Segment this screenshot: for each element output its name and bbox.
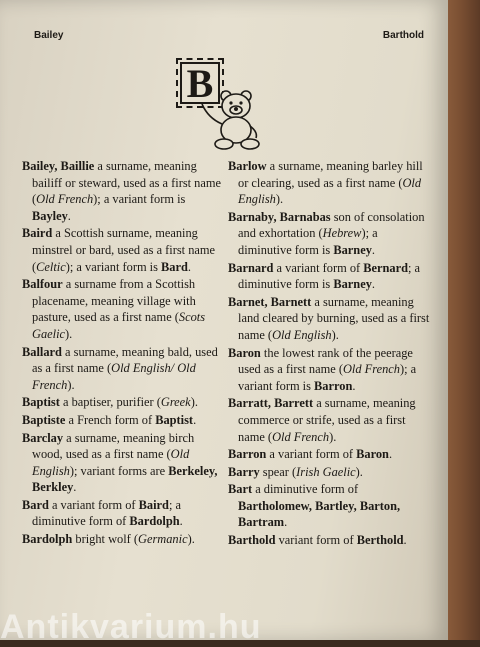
entry-cross-reference: Baptist	[155, 412, 194, 427]
entry-cross-reference: Berthold	[356, 533, 404, 548]
dictionary-entry	[228, 294, 434, 344]
entry-text: .	[73, 480, 77, 495]
entry-headword: Barry	[228, 464, 260, 479]
entry-headword: Bailey, Baillie	[22, 159, 95, 173]
entry-language: Hebrew	[322, 226, 362, 241]
entry-text: ).	[187, 532, 195, 547]
entry-headword: Balfour	[22, 277, 63, 292]
entry-cross-reference: Barney	[333, 277, 372, 292]
entry-cross-reference: Bard	[161, 259, 188, 274]
entry-text: ); a variant form is	[93, 192, 186, 207]
entry-cross-reference: Bardolph	[129, 514, 180, 529]
entry-column-right	[228, 158, 434, 550]
entry-text: .	[187, 259, 192, 274]
entry-cross-reference: Barney	[333, 242, 372, 257]
dictionary-entry	[22, 225, 222, 275]
dictionary-entry	[228, 345, 434, 395]
dictionary-entry	[22, 344, 222, 394]
dictionary-entry	[228, 532, 434, 549]
entry-text: .	[179, 514, 183, 529]
entry-text: .	[67, 208, 71, 223]
section-letter: B	[186, 60, 214, 106]
entry-text: ); a variant form is	[65, 259, 162, 274]
entry-text: a French form of	[65, 412, 156, 427]
entry-cross-reference: Bayley	[32, 208, 68, 223]
entry-headword: Baron	[228, 345, 261, 360]
entry-cross-reference: Bernard	[363, 260, 408, 275]
entry-cross-reference: Bartholomew, Bartley, Barton, Bartram	[238, 498, 401, 530]
dictionary-entry	[228, 260, 434, 293]
entry-headword: Barclay	[22, 430, 64, 445]
entry-cross-reference: Baron	[356, 447, 389, 462]
entry-text: ).	[67, 377, 75, 392]
entry-text: variant form of	[275, 533, 357, 548]
entry-text: ).	[65, 326, 73, 341]
entry-language: Old English/ Old French	[32, 361, 196, 392]
entry-text: ).	[275, 192, 284, 207]
entry-language: Irish Gaelic	[296, 464, 356, 479]
dictionary-entry	[22, 276, 222, 342]
entry-text: .	[371, 277, 375, 292]
entry-text: a diminutive form of	[252, 482, 359, 497]
dictionary-entry	[22, 394, 222, 411]
entry-language: Scots Gaelic	[32, 310, 206, 341]
entry-column-left	[22, 158, 222, 549]
entry-headword: Baird	[22, 226, 53, 241]
entry-headword: Bardolph	[22, 532, 73, 547]
entry-text: ); variant forms are	[69, 463, 169, 478]
entry-text: a surname, meaning bald, used as a first name (	[32, 344, 218, 376]
teddy-bear-icon	[196, 88, 266, 150]
entry-text: ); a diminutive form is	[238, 226, 378, 257]
entry-text: ).	[190, 395, 198, 410]
dictionary-entry	[228, 209, 434, 259]
entry-text: son of consolation and exhortation (	[238, 209, 425, 241]
entry-language: Old English	[32, 447, 190, 478]
entry-headword: Baptiste	[22, 412, 66, 427]
dictionary-entry	[228, 464, 434, 481]
running-head-left: Bailey	[34, 30, 64, 41]
dictionary-entry	[228, 481, 434, 531]
entry-language: Old French	[272, 429, 330, 444]
entry-text: ).	[355, 464, 363, 479]
entry-headword: Ballard	[22, 344, 62, 359]
entry-text: .	[371, 242, 375, 257]
entry-text: a variant form of	[266, 447, 357, 462]
entry-text: a variant form of	[273, 260, 364, 275]
entry-text: a surname, meaning land cleared by burning, used as a first name (	[238, 294, 430, 342]
entry-text: .	[193, 412, 197, 427]
entry-headword: Barnaby, Barnabas	[228, 209, 331, 224]
entry-language: Greek	[160, 395, 191, 410]
entry-text: ).	[329, 429, 337, 444]
entry-headword: Barratt, Barrett	[228, 396, 314, 411]
dictionary-entry	[22, 158, 222, 224]
entry-headword: Barlow	[228, 159, 267, 173]
entry-language: Old French	[342, 362, 400, 377]
entry-text: ; a diminutive form of	[32, 497, 181, 529]
entry-cross-reference: Barron	[314, 378, 353, 393]
entry-text: a baptiser, purifier (	[59, 395, 161, 410]
entry-headword: Barthold	[228, 533, 276, 548]
dictionary-entry	[228, 395, 434, 445]
entry-text: a surname, meaning commerce or strife, used as a first name (	[238, 396, 416, 444]
entry-text: ; a diminutive form is	[238, 260, 421, 292]
entry-text: a Scottish surname, meaning minstrel or bard, used as a first name (	[32, 226, 216, 274]
entry-text: .	[388, 447, 393, 462]
entry-text: .	[284, 515, 288, 530]
dictionary-entry	[22, 531, 222, 548]
entry-language: Old English	[272, 327, 332, 342]
entry-language: Old English	[238, 175, 422, 207]
entry-headword: Bart	[228, 482, 253, 497]
entry-headword: Baptist	[22, 395, 60, 410]
entry-text: .	[352, 378, 356, 393]
entry-cross-reference: Berkeley, Berkley	[32, 463, 218, 495]
running-head-right: Barthold	[382, 30, 424, 41]
entry-text: a surname from a Scottish placename, meaning village with pasture, used as a first name (	[32, 277, 196, 325]
entry-text: the lowest rank of the peerage used as a first name (	[238, 345, 413, 377]
dictionary-entry	[228, 446, 434, 463]
entry-text: ); a variant form is	[238, 362, 417, 393]
entry-text: spear (	[259, 464, 297, 479]
entry-headword: Barnard	[228, 260, 274, 275]
watermark: Antikvarium.hu	[0, 608, 262, 646]
entry-text: bright wolf (	[72, 532, 139, 547]
entry-text: ).	[331, 327, 339, 342]
entry-language: Celtic	[36, 259, 66, 274]
entry-headword: Bard	[22, 497, 49, 512]
entry-language: Germanic	[138, 532, 188, 547]
entry-text: a surname, meaning bailiff or steward, used as a first name (	[32, 159, 222, 207]
dictionary-entry	[22, 497, 222, 530]
dictionary-entry	[22, 430, 222, 496]
entry-text: a surname, meaning birch wood, used as a first name (	[32, 430, 195, 462]
entry-text: a variant form of	[48, 497, 139, 512]
entry-headword: Barron	[228, 447, 267, 462]
entry-language: Old French	[36, 192, 94, 207]
entry-cross-reference: Baird	[138, 497, 169, 512]
dictionary-entry	[228, 158, 434, 208]
dictionary-entry	[22, 412, 222, 429]
entry-text: a surname, meaning barley hill or clearing, used as a first name (	[238, 159, 423, 190]
entry-headword: Barnet, Barnett	[228, 294, 312, 309]
entry-text: .	[403, 533, 407, 548]
